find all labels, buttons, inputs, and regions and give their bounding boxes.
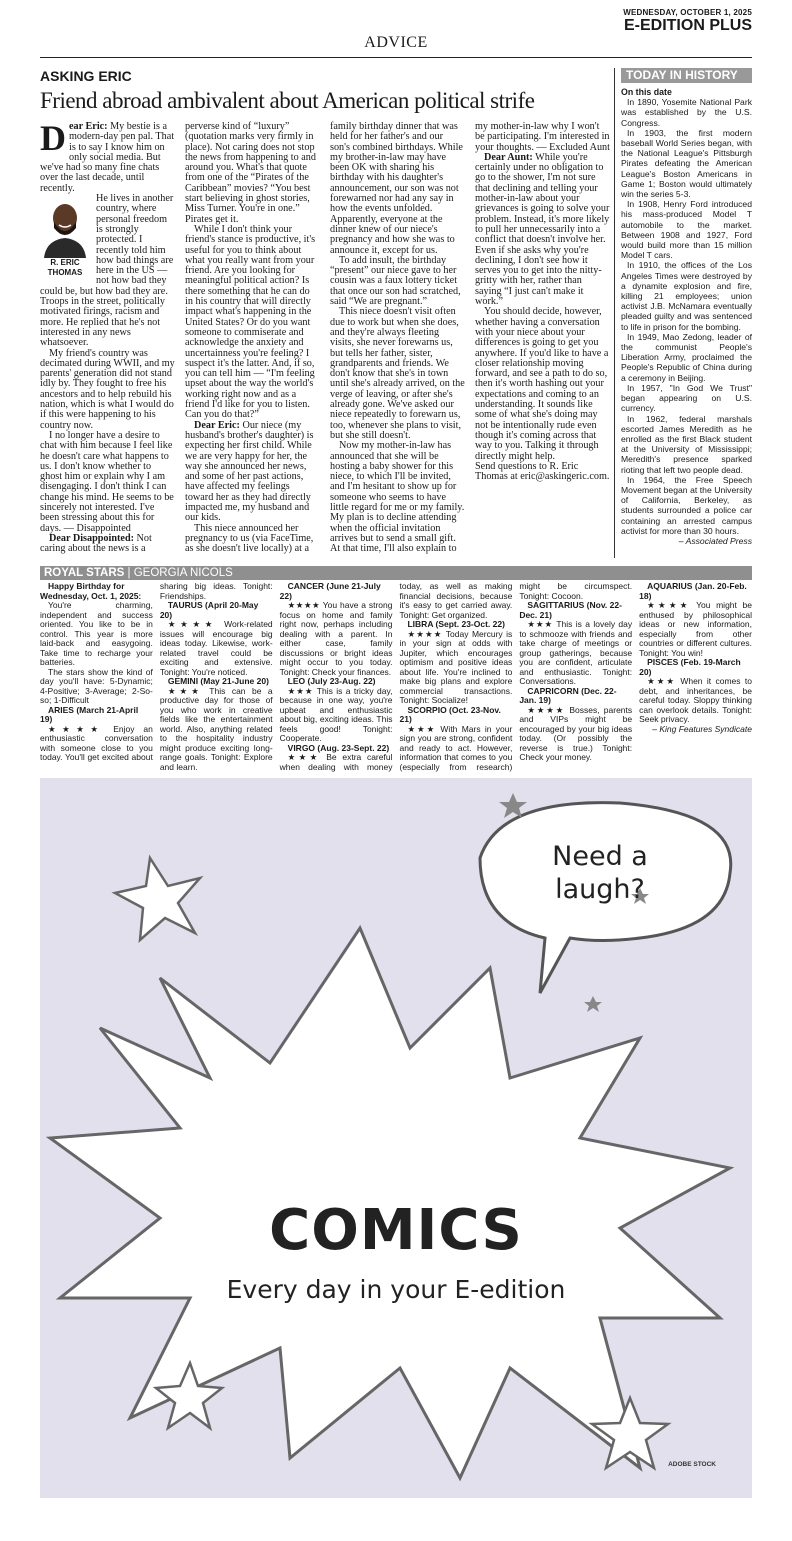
reply-salutation: Dear Aunt: [484,151,533,163]
paragraph-text: I no longer have a desire to chat with him because I feel like he doesn't care what happens to us. I don't know whether to ghost him or explain why I am disengaging. I don't think I can change his mind. He seems to be sincerely not interested. I've been stressing about this for days. — Disappointed [40,429,174,534]
columnist-surname: THOMAS [47,267,83,277]
star-icon [115,858,200,940]
paragraph-text: He lives in another country, where personal freedom is strongly protected. I recently told him how bad things are here in the US — not how bad they could be, but how bad they are. Troops in the street, politically motivated firings, racism and more. He replied that he's not interested in any news whatsoever. [40,193,174,349]
horoscope-author: GEORGIA NICOLS [133,567,233,579]
history-credit: – Associated Press [678,535,752,546]
history-item: In 1949, Mao Zedong, leader of the communist People's Liberation Army, proclaimed the People's Republic of China during a ceremony in Beijing. [621,331,752,383]
horoscope-title: ROYAL STARS [44,567,125,579]
paragraph-text: My bestie is a modern-day pen pal. That is to say I know him on only social media. But we've had so many fine chats over the last decade, until recently. [40,121,175,194]
dateline [623,8,752,35]
article-paragraph [185,225,320,421]
column-kicker: ASKING ERIC [40,68,132,84]
star-icon [584,996,602,1012]
article-paragraph [40,349,175,431]
history-item: In 1903, the first modern baseball World Series began, with the National League's Pittsburgh Pirates defeating the American League's Boston Americans in Game 1; Boston would ultimately win the series 5-3. [621,127,752,200]
history-item: In 1957, "In God We Trust" began appearing on U.S. currency. [621,382,752,414]
sign-forecast: ★★★ This is a tricky day, because in one way, you're upbeat and enthusiastic about big, exciting ideas. This feels good! Tonight: Cooperate. [279,685,393,743]
advice-article-body [40,118,610,560]
history-subtitle: On this date [621,87,672,97]
photo-credit: ADOBE STOCK [668,1461,716,1468]
sign-forecast: ★★★ When it comes to debt, and inheritances, be careful today. Sloppy thinking can overlook details. Tonight: Seek privacy. [639,676,752,724]
letter-salutation: ear Eric: [69,121,108,132]
paragraph-text: While you're certainly under no obligation to go to the shower, I'm not sure that declining and telling your mother-in-law about your grievances is going to solve your problem. Instead, it's more likely to pull her unnecessarily into a conflict that doesn't involve her. Even if she asks why you're declining, I don't see how it serves you to get into the nitty-gritty with her, rather than saying “I just can't make it work.” [475,151,610,308]
sign-heading: PISCES (Feb. 19-March 20) [639,657,741,677]
comics-subtitle: Every day in your E-edition [226,1275,566,1304]
sign-heading: ARIES (March 21-April 19) [40,704,139,724]
sign-forecast: ★★★★ Enjoy an enthusiastic conversation with someone close to you today. You'll get excited about sharing big ideas. Tonight: Friendships. [40,581,273,762]
article-paragraph [475,307,610,461]
paragraph-text: My friend's country was decimated during WWII, and my parents' generation did not stand idly by. They fought to free his ancestors and to help rebuild his nation, which is what I would do if this were happening to his country now. [40,347,175,431]
sign-forecast: ★★★★ Bosses, parents and VIPs might be encouraged by your big ideas today. (Or possibly the reverse is true.) Tonight: Check your money. [519,704,633,762]
sign-heading: VIRGO (Aug. 23-Sept. 22) [287,742,390,753]
sign-forecast: ★★★ This is a lovely day to schmooze with friends and take charge of meetings or group gatherings, because you are confident, articulate and enthusiastic. Tonight: Conversations. [519,619,633,686]
paragraph-text: While I don't think your friend's stance is productive, it's useful for you to think about what you really want from your friend. Are you looking for meaningful political action? Is there something that he can do in his country that will directly impact what's happening in the United States? Or do you want someone to commiserate and acknowledge the anxiety and uncertainness you're feeling? I suspect it's the latter. And, if so, you can tell him — “I'm feeling upset about the way the world's working right now and as a friend I'd like for you to listen. Can you do that?” [185,223,316,421]
paragraph-text: This niece doesn't visit often due to work but when she does, and they're always fleeting visits, she never forewarns us, but tells her father, sister, grandparents and friends. We don't know that she's in town until she's already arrived, on the verge of leaving, or after she's already gone. We've asked our niece repeatedly to forewarn us, too, whenever she plans to visit, but she still doesn't. [330,306,465,441]
columnist-name: R. ERIC [50,258,80,268]
edition-name: E-EDITION PLUS [623,17,752,34]
birthday-text: You're charming, independent and success oriented. You like to be in control. This year is more laid-back and easygoing. Take time to recharge your batteries. [40,600,153,667]
article-paragraph [330,256,465,307]
sign-heading: LEO (July 23-Aug. 22) [287,676,376,686]
letter-salutation: Dear Eric: [194,419,240,431]
paragraph-text: You should decide, however, whether having a conversation with your niece about your differences is going to get you anywhere. If you'd like to have a closer relationship moving forward, and see a path to do so, then it's worth hashing out your expectations and coming to an understanding. It sounds like some of what she's doing may not be intentionally rude even though it's coming across that way to you. Talking it through directly might help. [475,306,609,462]
history-item: In 1964, the Free Speech Movement began at the University of California, Berkeley, as students surrounded a police car containing an arrested campus activist for more than 30 hours. [621,474,752,536]
article-paragraph [40,118,175,194]
sign-forecast: ★★★★ Today Mercury is in your sign at odds with Jupiter, which encourages optimism and positive ideas about life. You're inclined to make big plans and explore commercial transactions. Tonight: Socialize! [399,628,513,705]
sign-forecast: ★★★ This can be a productive day for those of you who work in creative fields like the entertainment world. Also, anything related to the hospitality industry might produce exciting long-range goals. Tonight: Explore and learn. [159,685,273,772]
article-paragraph [475,153,610,307]
header-divider [40,57,752,58]
section-title: ADVICE [364,34,428,51]
drop-cap: D [40,118,66,158]
comics-title: COMICS [269,1198,523,1263]
issue-date: WEDNESDAY, OCTOBER 1, 2025 [623,8,752,17]
paragraph-text: To add insult, the birthday “present” our niece gave to her cousin was a faux lottery ticket that once our son had scratched, said “We are pregnant.” [330,254,461,308]
paragraph-text: This niece announced her pregnancy to us (via FaceTime, as she doesn't live locally) at a family birthday dinner that was held for her father's and our son's combined birthdays. While my brother-in-law may have been OK with sharing his birthday with his daughter's announcement, our son was not forewarned nor had any say in how the events unfolded. Apparently, everyone at the dinner knew of our niece's pregnancy and how she was to announce it, except for us. [185,121,463,555]
horoscope-credit: – King Features Syndicate [652,723,752,734]
sign-heading: TAURUS (April 20-May 20) [159,600,259,620]
history-title: TODAY IN HISTORY [621,68,752,83]
sign-heading: CAPRICORN (Dec. 22-Jan. 19) [519,685,617,705]
history-item: In 1910, the offices of the Los Angeles Times were destroyed by a dynamite explosion and fire, killing 21 employees; union activist J.B. McNamara eventually pleaded guilty and was sentenced to life in prison for the bombing. [621,260,752,332]
sign-forecast: ★★★★ You have a strong focus on home and family right now, perhaps including dealing with a parent. In either case, family discussions or bright ideas might occur to you today. Tonight: Check your finances. [279,600,393,677]
history-item: In 1962, federal marshals escorted James Meredith as he enrolled as the first Black student at the University of Mississippi; Meredith's presence sparked rioting that left two people dead. [621,413,752,475]
birthday-heading: Happy Birthday for Wednesday, Oct. 1, 2025: [40,581,142,601]
article-headline: Friend abroad ambivalent about American political strife [40,88,535,113]
sign-heading: LIBRA (Sept. 23-Oct. 22) [407,619,505,629]
article-paragraph [40,431,175,534]
horoscope-header: ROYAL STARS | GEORGIA NICOLS [40,566,752,580]
paragraph-text: Now my mother-in-law has announced that she will be hosting a baby shower for this niece, to which I'll be invited, and I'm hesitant to show up for someone who seems to have little regard for me or my family. My plan is to decline attending when the official invitation arrives but to send a small gift. At that time, I'll also explain to my mother-in-law why I won't be participating. I'm interested in your thoughts. — Excluded Aunt [330,121,610,555]
star-key: The stars show the kind of day you'll have: 5-Dynamic; 4-Positive; 3-Average; 2-So-so; 1-Difficult [40,666,153,705]
sign-forecast: ★★★ Be extra careful when dealing with money today, as well as making financial decisions, because it's easy to get carried away. Tonight: Get organized. [279,581,513,772]
history-item: In 1908, Henry Ford introduced his mass-produced Model T automobile to the market. Between 1908 and 1927, Ford would build more than 15 million Model T cars. [621,199,752,261]
paragraph-text: Our niece (my husband's brother's daughter) is expecting her first child. While we are very happy for her, the way she announced her news, and some of her past actions, have affected my feelings toward her as they had directly impacted me, my husband and our kids. [185,419,314,524]
sign-heading: SCORPIO (Oct. 23-Nov. 21) [399,704,501,724]
speech-bubble-text: Need a laugh? [552,841,648,905]
sign-heading: GEMINI (May 21-June 20) [167,676,269,686]
sign-heading: AQUARIUS (Jan. 20-Feb. 18) [639,581,747,601]
sign-forecast: ★★★ With Mars in your sign you are strong, confident and ready to act. However, information that comes to you (especially from research) might be circumspect. Tonight: Cocoon. [399,581,633,772]
contact-line: Send questions to R. Eric Thomas at eric@askingeric.com. [475,460,610,483]
sign-heading: SAGITTARIUS (Nov. 22-Dec. 21) [519,600,622,620]
paragraph-text: Not caring about the news is a perverse kind of “luxury” (quotation marks very firmly in place). Not caring does not stop the news from happening to and around you. What's that quote from one of the “Pirates of the Caribbean” movies? “You best start believing in ghost stories, Miss Turner. You're in one.” Pirates get it. [40,121,316,555]
reply-salutation: Dear Disappointed: [49,532,134,544]
comics-promo-ad[interactable] [40,778,752,1498]
columnist-portrait-icon [40,196,90,258]
today-in-history [621,68,752,546]
column-divider [614,68,615,558]
history-item: In 1890, Yosemite National Park was established by the U.S. Congress. [621,97,752,128]
columnist-photo [40,196,90,277]
horoscope-body [40,582,752,772]
sign-heading: CANCER (June 21-July 22) [279,581,381,601]
sign-forecast: ★★★★ You might be enthused by philosophical ideas or new information, especially from other countries or different cultures. Tonight: You win! [639,600,752,658]
article-paragraph [185,421,320,524]
article-paragraph [330,307,465,441]
sign-forecast: ★★★★ Work-related issues will encourage big ideas today. Likewise, work-related travel could be exciting and extensive. Tonight: You're noticed. [159,619,273,677]
